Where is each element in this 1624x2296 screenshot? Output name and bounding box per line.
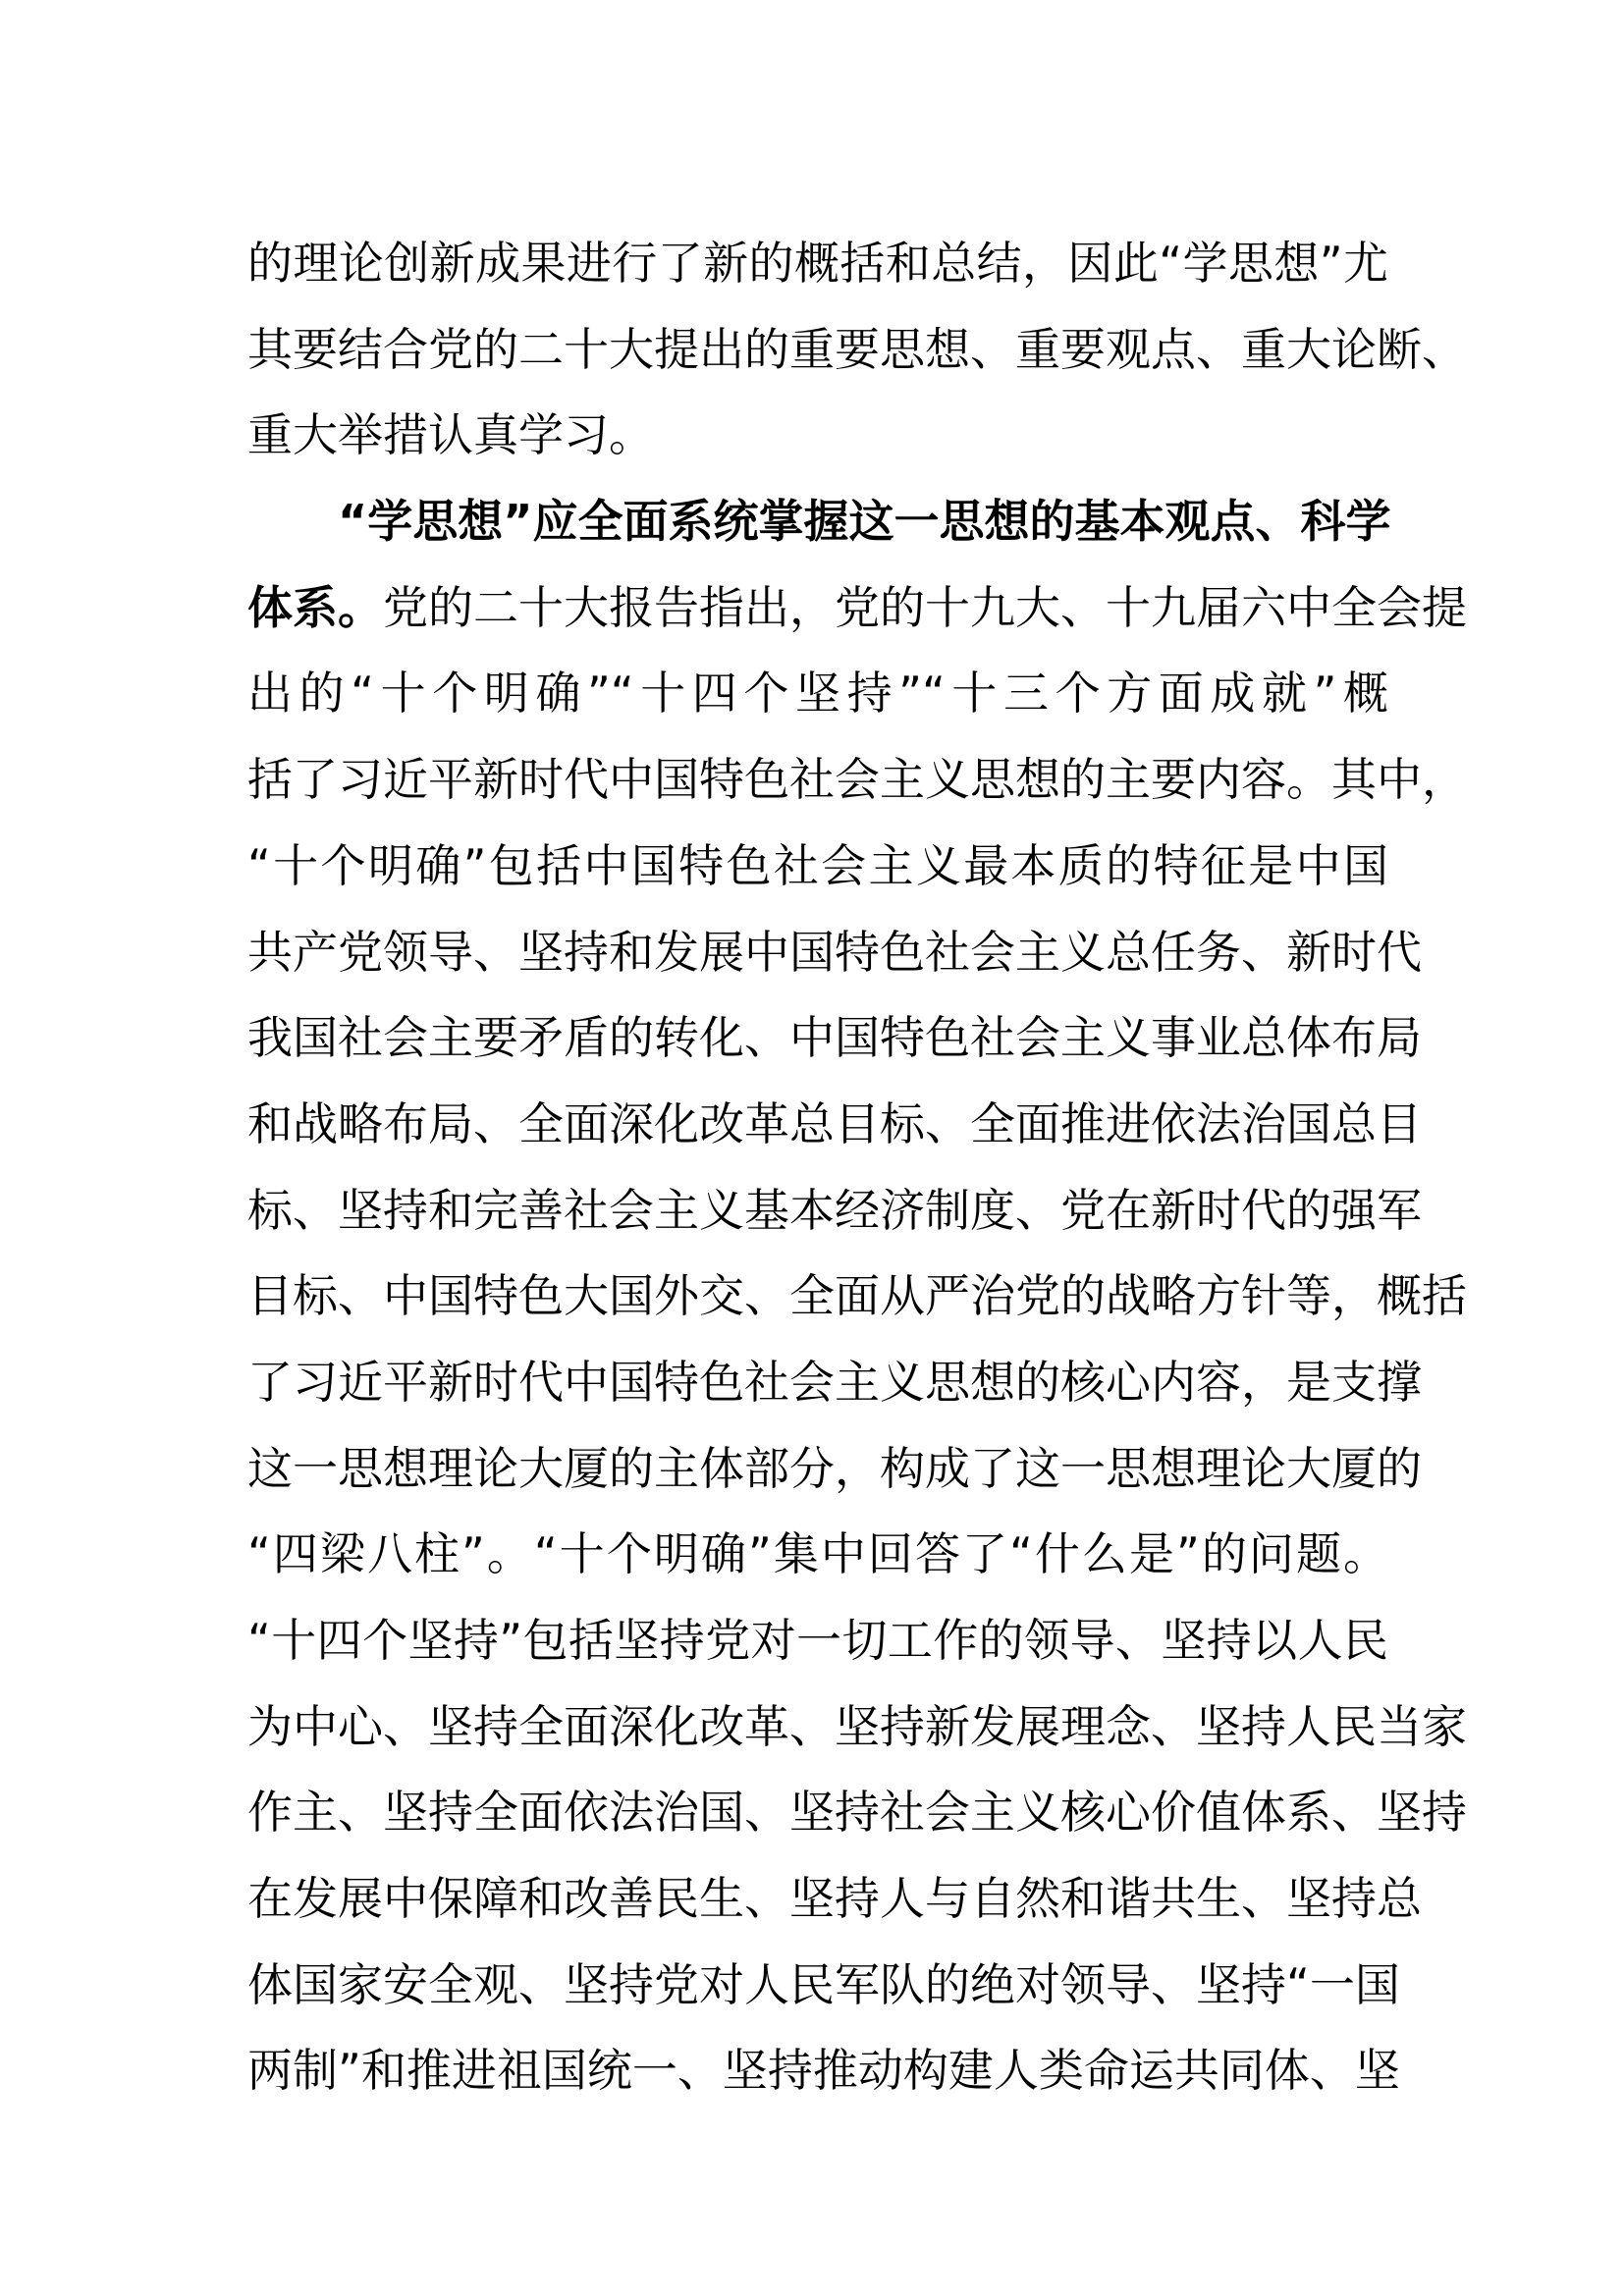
text-line: 出的“十个明确”“十四个坚持”“十三个方面成就”概	[247, 667, 1388, 721]
text-line: 在发展中保障和改善民生、坚持人与自然和谐共生、坚持总	[247, 1872, 1422, 1926]
text-line: 重大举措认真学习。	[247, 408, 654, 462]
text-line: “十四个坚持”包括坚持党对一切工作的领导、坚持以人民	[247, 1614, 1388, 1667]
text-line: “四梁八柱”。“十个明确”集中回答了“什么是”的问题。	[247, 1527, 1388, 1581]
paragraph	[247, 479, 1467, 2114]
text-line: 为中心、坚持全面深化改革、坚持新发展理念、坚持人民当家	[247, 1699, 1467, 1753]
text-line: 目标、中国特色大国外交、全面从严治党的战略方针等，概括	[247, 1269, 1467, 1323]
text-line: 括了习近平新时代中国特色社会主义思想的主要内容。其中，	[247, 753, 1467, 807]
paragraph	[247, 221, 1467, 479]
text-line: “十个明确”包括中国特色社会主义最本质的特征是中国	[247, 838, 1388, 892]
text-line: 和战略布局、全面深化改革总目标、全面推进依法治国总目	[247, 1096, 1422, 1150]
text-line: 我国社会主要矛盾的转化、中国特色社会主义事业总体布局	[247, 1011, 1422, 1065]
body-text: 党的二十大报告指出，党的十九大、十九届六中全会提	[383, 580, 1467, 634]
text-line: 共产党领导、坚持和发展中国特色社会主义总任务、新时代	[247, 925, 1422, 979]
text-line: 体国家安全观、坚持党对人民军队的绝对领导、坚持“一国	[247, 1957, 1400, 2011]
document-page	[247, 221, 1467, 2114]
text-line	[247, 565, 1467, 652]
section-heading	[247, 479, 1391, 565]
text-line: 标、坚持和完善社会主义基本经济制度、党在新时代的强军	[247, 1183, 1422, 1237]
text-line: 两制”和推进祖国统一、坚持推动构建人类命运共同体、坚	[247, 2044, 1400, 2098]
text-line: 这一思想理论大厦的主体部分，构成了这一思想理论大厦的	[247, 1441, 1422, 1495]
text-line: 其要结合党的二十大提出的重要思想、重要观点、重大论断、	[247, 322, 1467, 376]
heading-text: “学思想”应全面系统掌握这一思想的基本观点、科学	[338, 495, 1391, 549]
text-line: 的理论创新成果进行了新的概括和总结，因此“学思想”尤	[247, 237, 1388, 290]
text-line: 了习近平新时代中国特色社会主义思想的核心内容，是支撑	[247, 1355, 1422, 1409]
heading-text: 体系。	[247, 580, 383, 634]
text-line: 作主、坚持全面依法治国、坚持社会主义核心价值体系、坚持	[247, 1786, 1467, 1840]
